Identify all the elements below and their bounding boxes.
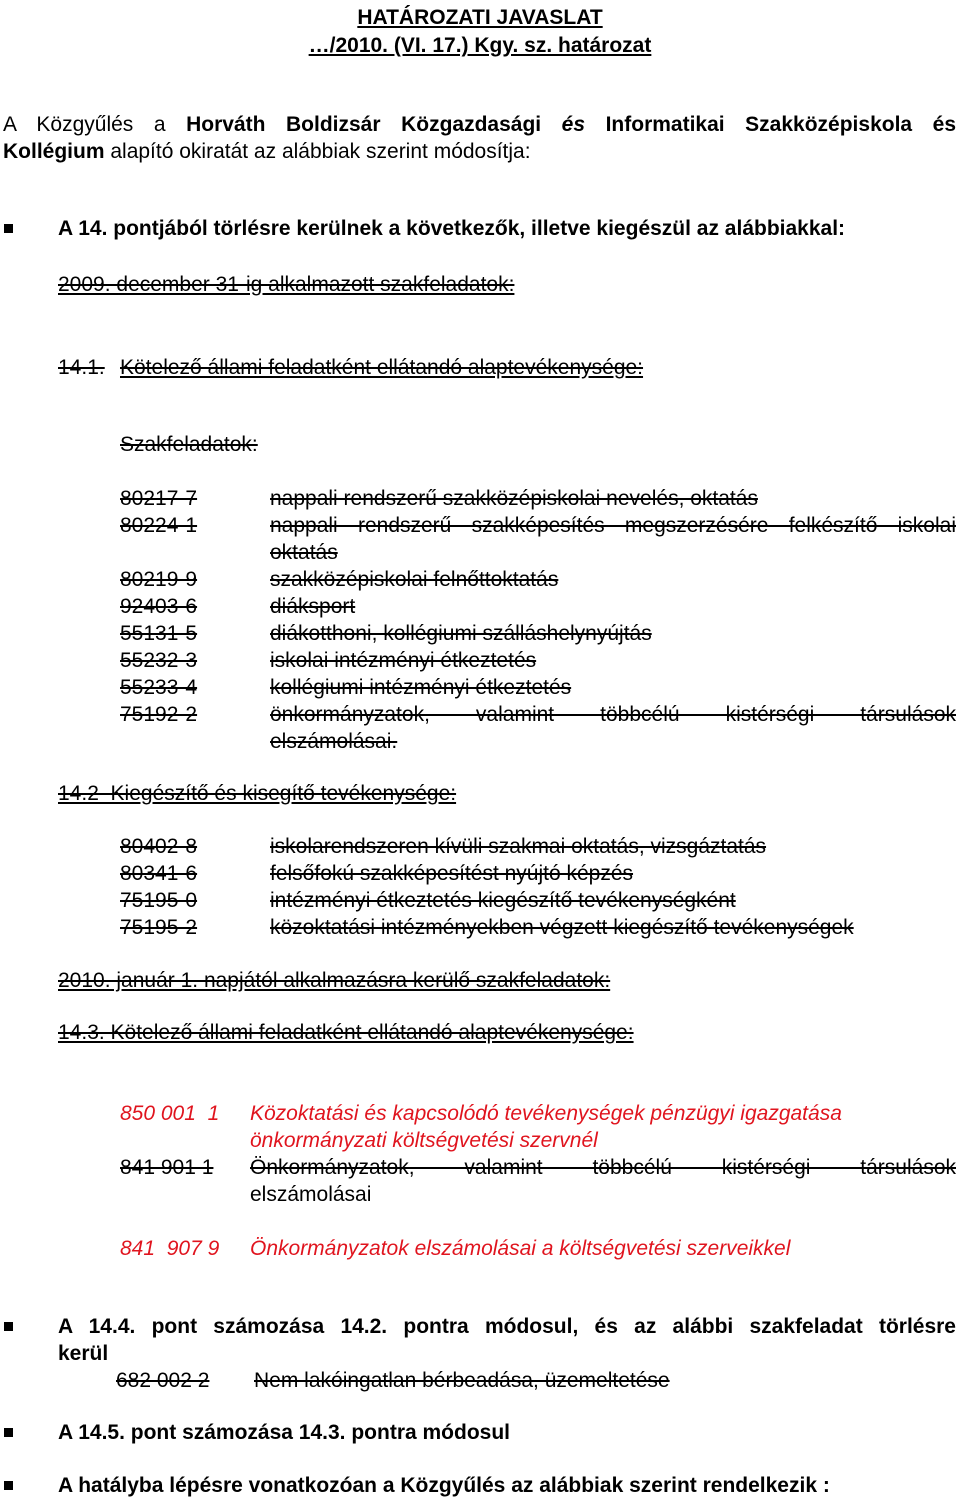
task-desc: közoktatási intézményekben végzett kiegészítő tevékenységek xyxy=(270,916,854,939)
task-desc: Önkormányzatok, valamint többcélú kistérségi társulások xyxy=(250,1156,956,1179)
deleted-task-code: 682 002 2 xyxy=(116,1369,210,1392)
section-14-3-title: 14.3. Kötelező állami feladatként ellátandó alaptevékenysége: xyxy=(58,1021,634,1044)
task-desc: iskolai intézményi étkeztetés xyxy=(270,649,537,672)
task-code: 55131-5 xyxy=(120,622,198,645)
deleted-task-desc: Nem lakóingatlan bérbeadása, üzemeltetése xyxy=(254,1369,670,1392)
task-desc: kollégiumi intézményi étkeztetés xyxy=(270,676,572,699)
section-14-1-title: Kötelező állami feladatként ellátandó alaptevékenysége: xyxy=(120,356,644,379)
until-2009-heading: 2009. december 31-ig alkalmazott szakfeladatok: xyxy=(58,273,515,296)
intro-line1 xyxy=(3,111,956,138)
point-14-heading: A 14. pontjából törlésre kerülnek a következők, illetve kiegészül az alábbiakkal: xyxy=(58,217,846,240)
task-code: 80341-6 xyxy=(120,862,198,885)
school-name-cont: Informatikai Szakközépiskola és xyxy=(585,113,957,136)
task-desc-cont: oktatás xyxy=(270,541,338,564)
task-desc: felsőfokú szakképesítést nyújtó képzés xyxy=(270,862,634,885)
school-name-end: Kollégium xyxy=(3,140,105,163)
task-code: 80224-1 xyxy=(120,514,198,537)
task-desc: nappali rendszerű szakképesítés megszerzésére felkészítő iskolai xyxy=(270,514,956,537)
task-code: 75192-2 xyxy=(120,703,198,726)
task-desc-cont: elszámolásai. xyxy=(270,730,398,753)
task-desc: iskolarendszeren kívüli szakmai oktatás, vizsgáztatás xyxy=(270,835,767,858)
task-desc-cont: elszámolásai xyxy=(250,1183,372,1206)
effective-date-heading: A hatályba lépésre vonatkozóan a Közgyűlés az alábbiak szerint rendelkezik : xyxy=(58,1474,830,1497)
section-14-2-title: 14.2 Kiegészítő és kisegítő tevékenysége: xyxy=(58,782,457,805)
school-name: Horváth Boldizsár Közgazdasági xyxy=(186,113,562,136)
new-task-code: 841 907 9 xyxy=(120,1237,220,1260)
task-desc: szakközépiskolai felnőttoktatás xyxy=(270,568,559,591)
task-code: 80219-9 xyxy=(120,568,198,591)
task-code: 75195-0 xyxy=(120,889,198,912)
szakfeladatok-label: Szakfeladatok: xyxy=(120,433,258,456)
from-2010-heading: 2010. január 1. napjától alkalmazásra kerülő szakfeladatok: xyxy=(58,969,611,992)
new-task-desc: Közoktatási és kapcsolódó tevékenységek pénzügyi igazgatása xyxy=(250,1102,842,1125)
document-title: HATÁROZATI JAVASLAT xyxy=(357,6,603,29)
point-14-4-heading-cont: kerül xyxy=(58,1342,109,1365)
new-task-desc-cont: önkormányzati költségvetési szervnél xyxy=(250,1129,598,1152)
bullet-icon xyxy=(4,1481,13,1490)
school-name-es: és xyxy=(561,113,586,136)
intro-line2 xyxy=(3,138,531,165)
task-desc: diáksport xyxy=(270,595,356,618)
resolution-number: …/2010. (VI. 17.) Kgy. sz. határozat xyxy=(308,34,652,57)
bullet-icon xyxy=(4,1428,13,1437)
new-task-desc: Önkormányzatok elszámolásai a költségvetési szerveikkel xyxy=(250,1237,791,1260)
task-code: 55232-3 xyxy=(120,649,198,672)
bullet-icon xyxy=(4,1322,13,1331)
task-code: 80402-8 xyxy=(120,835,198,858)
intro-text-end: alapító okiratát az alábbiak szerint módosítja: xyxy=(104,140,531,163)
point-14-4-heading: A 14.4. pont számozása 14.2. pontra módosul, és az alábbi szakfeladat törlésre xyxy=(58,1315,956,1338)
task-desc: diákotthoni, kollégiumi szálláshelynyújtás xyxy=(270,622,652,645)
task-code: 841 901 1 xyxy=(120,1156,214,1179)
task-code: 80217-7 xyxy=(120,487,198,510)
task-desc: önkormányzatok, valamint többcélú kistérségi társulások xyxy=(270,703,956,726)
task-desc: nappali rendszerű szakközépiskolai nevelés, oktatás xyxy=(270,487,758,510)
task-code: 92403-6 xyxy=(120,595,198,618)
bullet-icon xyxy=(4,224,13,233)
task-code: 75195-2 xyxy=(120,916,198,939)
section-14-1-number: 14.1. xyxy=(58,356,105,379)
intro-text: A Közgyűlés a xyxy=(3,113,187,136)
new-task-code: 850 001 1 xyxy=(120,1102,220,1125)
point-14-5-heading: A 14.5. pont számozása 14.3. pontra módosul xyxy=(58,1421,511,1444)
task-desc: intézményi étkeztetés kiegészítő tevékenységként xyxy=(270,889,736,912)
task-code: 55233-4 xyxy=(120,676,198,699)
